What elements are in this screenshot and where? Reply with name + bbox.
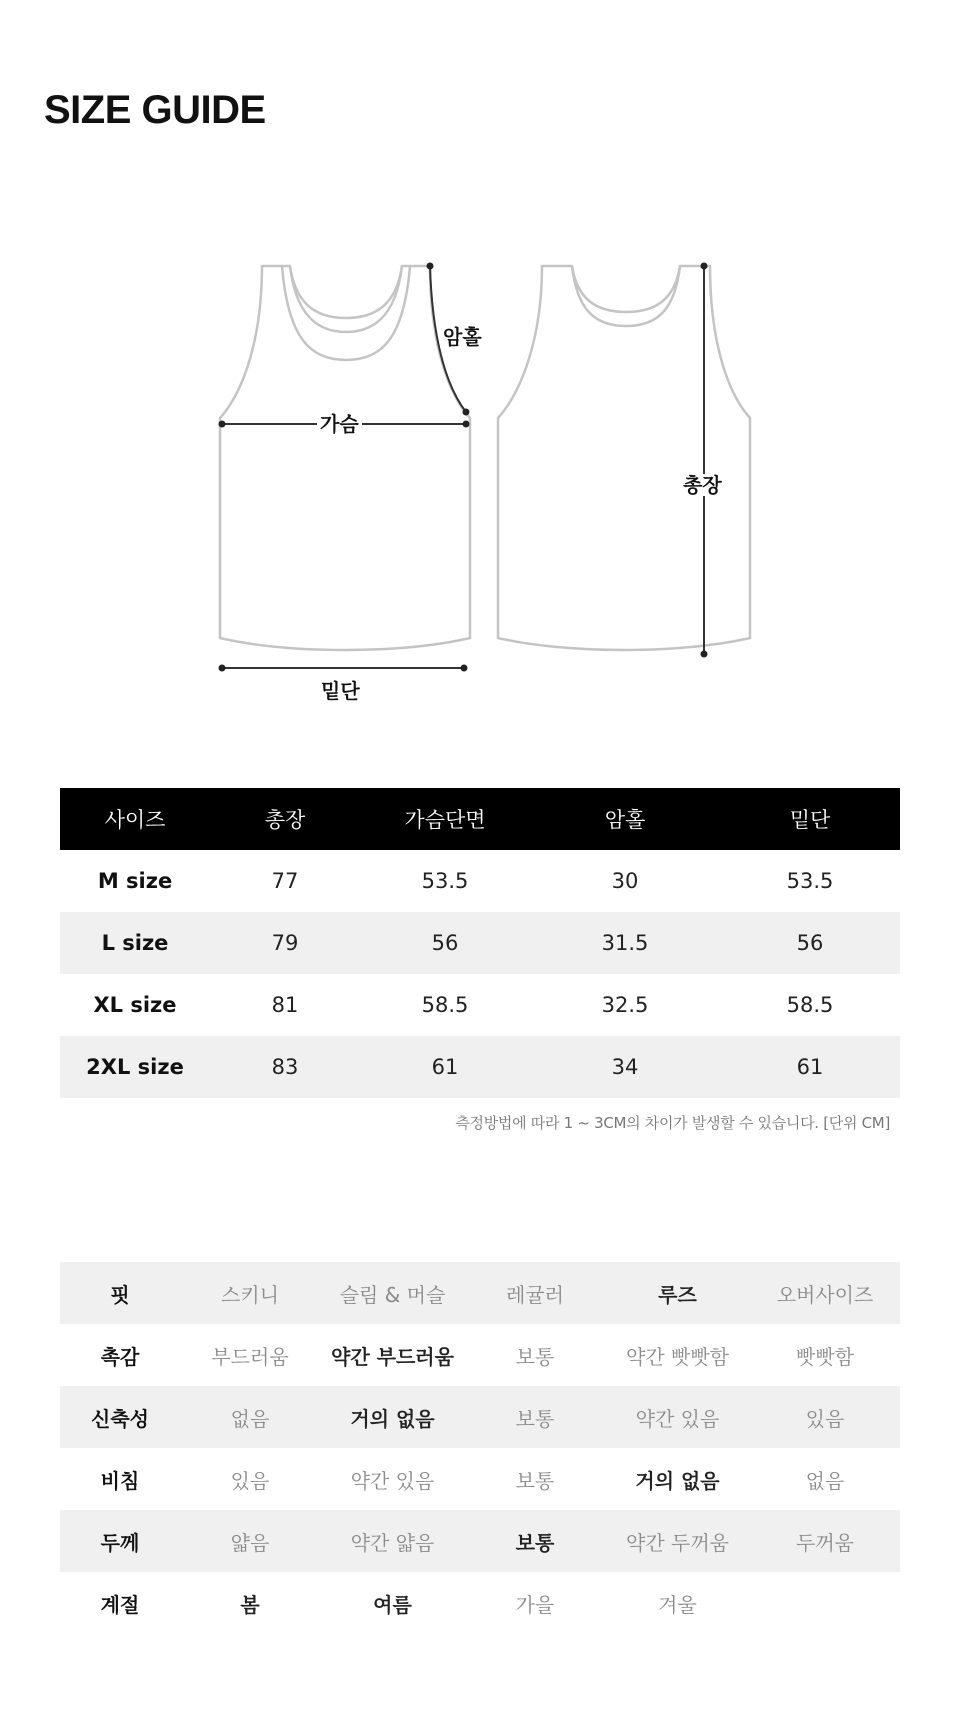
header-chest: 가슴단면 — [360, 788, 530, 850]
attribute-option: 없음 — [180, 1386, 320, 1448]
table-row — [60, 912, 900, 974]
cell-length: 83 — [210, 1036, 360, 1098]
attribute-option: 부드러움 — [211, 1344, 289, 1369]
cell-hem: 53.5 — [786, 869, 834, 893]
attribute-row-sheerness — [60, 1448, 900, 1510]
attribute-option: 약간 있음 — [605, 1386, 750, 1448]
attribute-option: 약간 두꺼움 — [605, 1510, 750, 1572]
table-row — [60, 974, 900, 1036]
attribute-option: 여름 — [373, 1592, 412, 1617]
cell-size: XL size — [93, 993, 177, 1017]
header-length: 총장 — [210, 788, 360, 850]
attribute-label: 두께 — [60, 1510, 180, 1572]
attribute-option: 보통 — [465, 1510, 605, 1572]
cell-size: 2XL size — [60, 1036, 210, 1098]
cell-armhole: 32.5 — [601, 993, 649, 1017]
attribute-row-season — [60, 1572, 900, 1634]
attribute-option: 슬림 & 머슬 — [320, 1262, 465, 1324]
size-table — [60, 788, 900, 1098]
attribute-option: 봄 — [240, 1592, 260, 1617]
attribute-option: 있음 — [230, 1468, 270, 1493]
attribute-option: 오버사이즈 — [750, 1262, 900, 1324]
cell-hem: 61 — [720, 1036, 900, 1098]
attribute-label: 촉감 — [100, 1344, 140, 1369]
attribute-option: 빳빳함 — [796, 1344, 854, 1369]
armhole-label: 암홀 — [440, 326, 485, 348]
cell-length: 81 — [271, 993, 299, 1017]
cell-length: 77 — [271, 869, 299, 893]
attribute-option: 거의 없음 — [635, 1468, 720, 1493]
cell-chest: 53.5 — [421, 869, 469, 893]
cell-size: M size — [97, 869, 173, 893]
attribute-option: 있음 — [750, 1386, 900, 1448]
back-view — [498, 266, 750, 650]
size-table-header — [60, 788, 900, 850]
length-label: 총장 — [680, 474, 725, 496]
cell-armhole: 30 — [611, 869, 639, 893]
attribute-option: 스키니 — [180, 1262, 320, 1324]
attribute-option: 약간 부드러움 — [331, 1344, 454, 1369]
cell-size: L size — [60, 912, 210, 974]
hem-label: 밑단 — [318, 680, 363, 702]
attribute-option: 약간 얇음 — [320, 1510, 465, 1572]
attribute-label: 계절 — [100, 1592, 140, 1617]
header-size: 사이즈 — [60, 788, 210, 850]
attribute-option: 보통 — [515, 1468, 555, 1493]
attribute-option: 가을 — [515, 1592, 555, 1617]
attribute-row-fit — [60, 1262, 900, 1324]
attribute-row-stretch — [60, 1386, 900, 1448]
cell-chest: 58.5 — [421, 993, 469, 1017]
header-hem: 밑단 — [720, 788, 900, 850]
table-row — [60, 850, 900, 912]
table-row — [60, 1036, 900, 1098]
attribute-option: 겨울 — [658, 1592, 697, 1617]
attribute-option: 약간 빳빳함 — [626, 1344, 729, 1369]
attribute-row-touch — [60, 1324, 900, 1386]
tank-top-illustration — [0, 240, 960, 710]
attribute-option — [750, 1572, 900, 1634]
front-view — [220, 266, 470, 650]
cell-armhole: 34 — [530, 1036, 720, 1098]
chest-label: 가슴 — [317, 413, 362, 435]
attribute-option: 얇음 — [180, 1510, 320, 1572]
attribute-option: 약간 있음 — [350, 1468, 435, 1493]
attribute-option: 거의 없음 — [320, 1386, 465, 1448]
attribute-option: 보통 — [515, 1344, 555, 1369]
attribute-row-thickness — [60, 1510, 900, 1572]
attribute-option: 보통 — [465, 1386, 605, 1448]
cell-length: 79 — [210, 912, 360, 974]
attribute-option: 두꺼움 — [750, 1510, 900, 1572]
measurement-points — [219, 263, 708, 672]
attribute-table — [60, 1262, 900, 1634]
header-armhole: 암홀 — [530, 788, 720, 850]
cell-armhole: 31.5 — [530, 912, 720, 974]
cell-hem: 58.5 — [786, 993, 834, 1017]
attribute-label: 비침 — [100, 1468, 140, 1493]
attribute-option: 레귤러 — [465, 1262, 605, 1324]
garment-diagram — [0, 240, 960, 710]
cell-hem: 56 — [720, 912, 900, 974]
attribute-option: 루즈 — [605, 1262, 750, 1324]
attribute-option: 없음 — [805, 1468, 845, 1493]
cell-chest: 61 — [360, 1036, 530, 1098]
page-title: SIZE GUIDE — [44, 88, 266, 132]
measurement-note: 측정방법에 따라 1 ~ 3CM의 차이가 발생할 수 있습니다. [단위 CM] — [455, 1114, 890, 1132]
cell-chest: 56 — [360, 912, 530, 974]
attribute-label: 핏 — [60, 1262, 180, 1324]
attribute-label: 신축성 — [60, 1386, 180, 1448]
